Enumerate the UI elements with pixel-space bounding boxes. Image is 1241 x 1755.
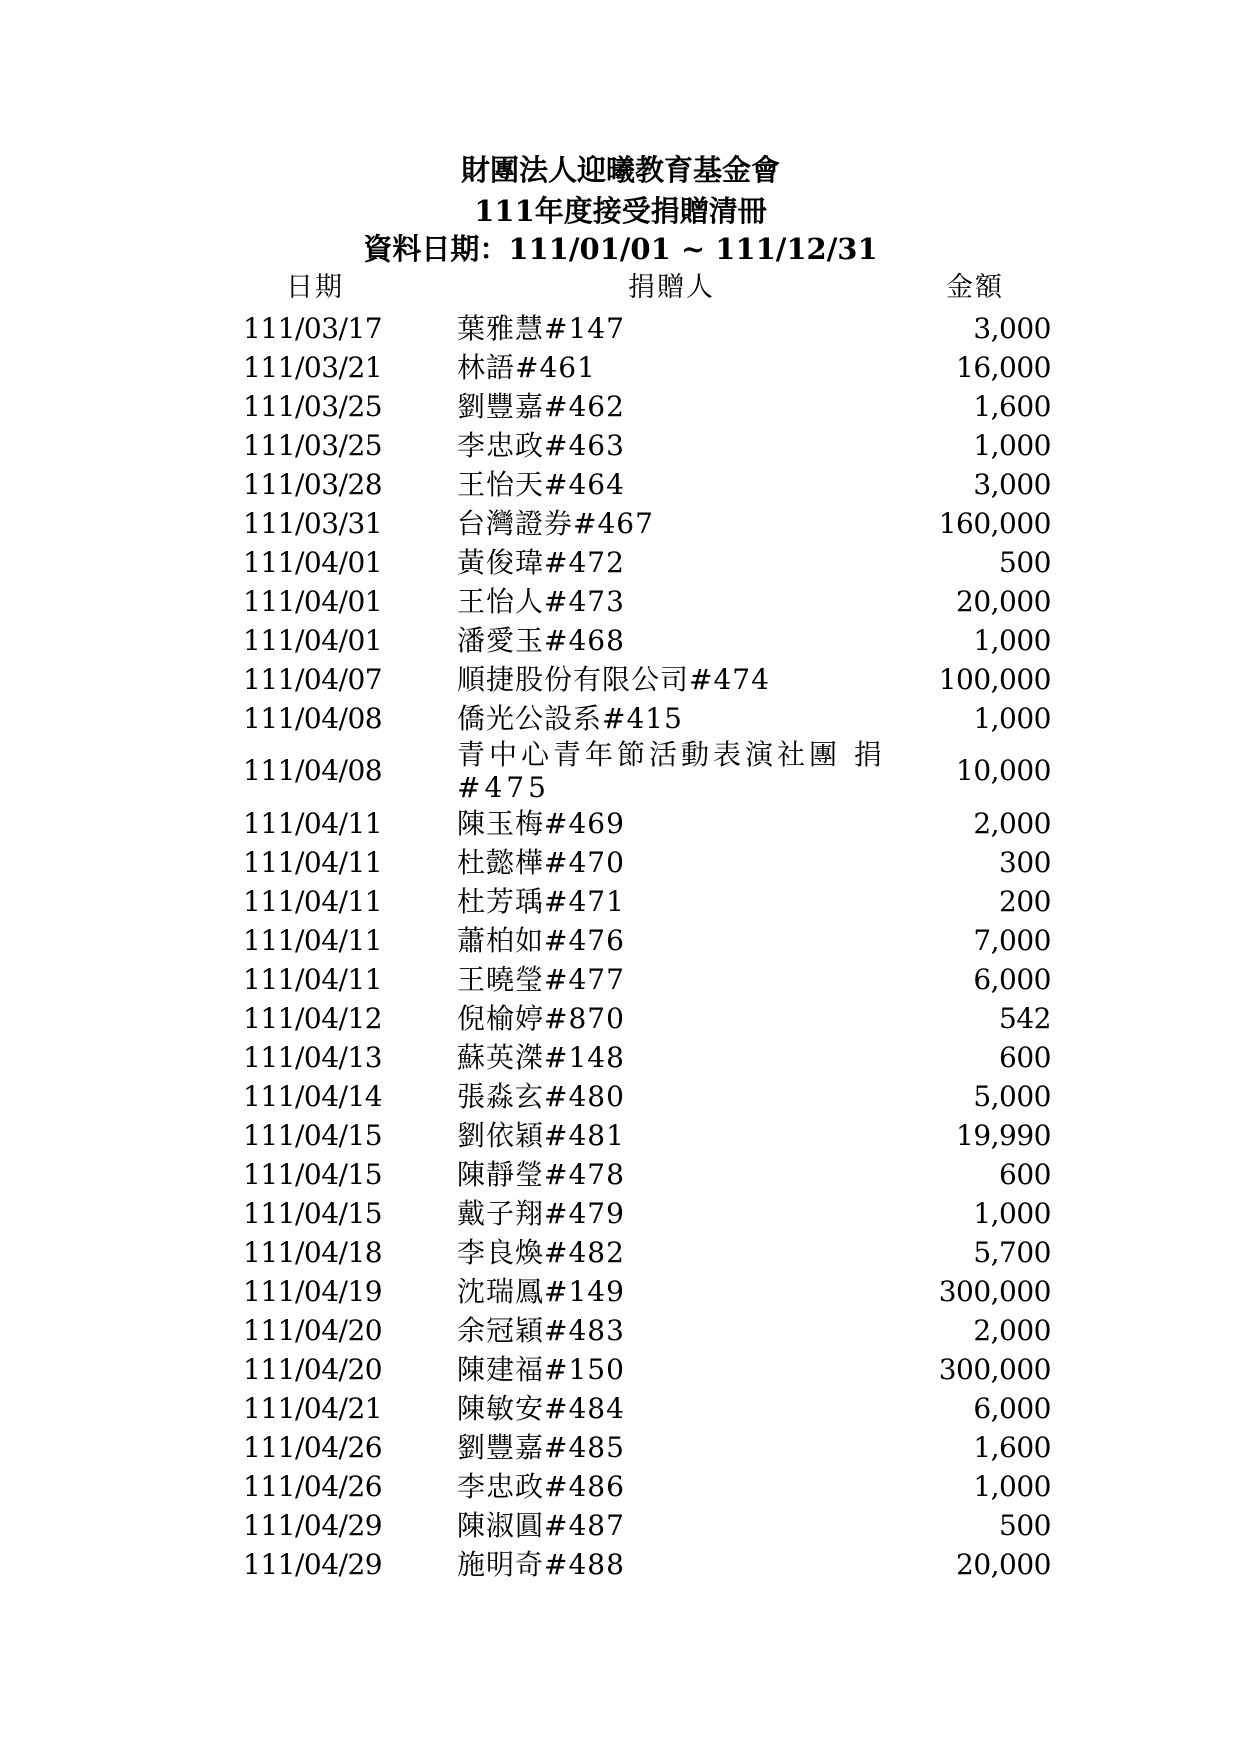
row-donor: 順捷股份有限公司#474 (457, 663, 770, 696)
row-donor: 林語#461 (457, 351, 596, 384)
row-date: 111/04/29 (243, 1509, 383, 1542)
row-date: 111/04/11 (243, 885, 383, 918)
row-donor: 李良煥#482 (457, 1236, 625, 1269)
row-donor: 黃俊瑋#472 (457, 546, 625, 579)
table-row (0, 1389, 1241, 1428)
row-amount: 500 (999, 546, 1051, 579)
table-row (0, 1467, 1241, 1506)
row-amount: 542 (999, 1002, 1051, 1035)
table-row (0, 843, 1241, 882)
row-amount: 2,000 (973, 807, 1051, 840)
row-amount: 2,000 (973, 1314, 1051, 1347)
row-date: 111/04/08 (243, 754, 383, 787)
row-amount: 1,000 (973, 702, 1051, 735)
table-row (0, 543, 1241, 582)
row-donor: 施明奇#488 (457, 1548, 625, 1581)
table-row (0, 1038, 1241, 1077)
table-row (0, 387, 1241, 426)
row-date: 111/04/14 (243, 1080, 383, 1113)
row-donor: 劉依穎#481 (457, 1119, 625, 1152)
table-row (0, 621, 1241, 660)
row-date: 111/04/20 (243, 1353, 383, 1386)
row-amount: 20,000 (956, 585, 1051, 618)
row-amount: 6,000 (973, 963, 1051, 996)
row-amount: 500 (999, 1509, 1051, 1542)
row-amount: 19,990 (956, 1119, 1051, 1152)
row-amount: 300,000 (938, 1275, 1051, 1308)
row-amount: 160,000 (938, 507, 1051, 540)
row-amount: 5,700 (973, 1236, 1051, 1269)
row-date: 111/03/17 (243, 312, 383, 345)
table-row (0, 1194, 1241, 1233)
row-date: 111/04/29 (243, 1548, 383, 1581)
row-date: 111/04/11 (243, 807, 383, 840)
table-row (0, 1272, 1241, 1311)
table-row (0, 882, 1241, 921)
row-donor: 僑光公設系#415 (457, 702, 683, 735)
row-donor: 杜懿樺#470 (457, 846, 625, 879)
row-date: 111/04/12 (243, 1002, 383, 1035)
table-row (0, 1233, 1241, 1272)
row-amount: 20,000 (956, 1548, 1051, 1581)
row-donor: 陳敏安#484 (457, 1392, 625, 1425)
row-amount: 5,000 (973, 1080, 1051, 1113)
table-row (0, 738, 1241, 804)
row-date: 111/04/13 (243, 1041, 383, 1074)
table-row (0, 465, 1241, 504)
row-amount: 100,000 (938, 663, 1051, 696)
row-donor: 王怡天#464 (457, 468, 625, 501)
row-donor: 張淼玄#480 (457, 1080, 625, 1113)
row-donor: 陳淑圓#487 (457, 1509, 625, 1542)
row-donor: 蘇英滐#148 (457, 1041, 625, 1074)
row-amount: 600 (999, 1158, 1051, 1191)
row-amount: 300,000 (938, 1353, 1051, 1386)
row-donor: 李忠政#486 (457, 1470, 625, 1503)
row-date: 111/04/26 (243, 1470, 383, 1503)
row-donor: 青中心青年節活動表演社團 捐#475 (457, 738, 886, 804)
row-donor: 陳建福#150 (457, 1353, 625, 1386)
row-donor: 王曉瑩#477 (457, 963, 625, 996)
table-row (0, 1428, 1241, 1467)
row-date: 111/04/01 (243, 624, 383, 657)
row-donor: 陳靜瑩#478 (457, 1158, 625, 1191)
row-donor: 王怡人#473 (457, 585, 625, 618)
donation-table (0, 309, 1241, 1584)
row-amount: 300 (999, 846, 1051, 879)
column-header-amount: 金額 (946, 272, 1004, 303)
row-date: 111/04/01 (243, 546, 383, 579)
table-row (0, 348, 1241, 387)
row-donor: 劉豐嘉#485 (457, 1431, 625, 1464)
row-amount: 1,000 (973, 429, 1051, 462)
row-amount: 7,000 (973, 924, 1051, 957)
row-date: 111/04/11 (243, 846, 383, 879)
table-row (0, 999, 1241, 1038)
row-donor: 潘愛玉#468 (457, 624, 625, 657)
row-amount: 1,000 (973, 1197, 1051, 1230)
row-donor: 李忠政#463 (457, 429, 625, 462)
row-date: 111/03/21 (243, 351, 383, 384)
row-date: 111/04/18 (243, 1236, 383, 1269)
row-donor: 沈瑞鳳#149 (457, 1275, 625, 1308)
table-row (0, 660, 1241, 699)
row-date: 111/04/20 (243, 1314, 383, 1347)
row-date: 111/04/21 (243, 1392, 383, 1425)
row-amount: 200 (999, 885, 1051, 918)
date-range: 資料日期：111/01/01 ~ 111/12/31 (363, 232, 878, 266)
row-donor: 陳玉梅#469 (457, 807, 625, 840)
row-date: 111/04/08 (243, 702, 383, 735)
row-date: 111/04/15 (243, 1158, 383, 1191)
row-donor: 台灣證券#467 (457, 507, 654, 540)
row-amount: 10,000 (956, 754, 1051, 787)
org-name: 財團法人迎曦教育基金會 (460, 153, 780, 187)
table-row (0, 1155, 1241, 1194)
table-row (0, 1116, 1241, 1155)
table-row (0, 504, 1241, 543)
table-row (0, 1077, 1241, 1116)
table-row (0, 699, 1241, 738)
row-date: 111/04/19 (243, 1275, 383, 1308)
row-amount: 6,000 (973, 1392, 1051, 1425)
row-date: 111/04/15 (243, 1119, 383, 1152)
table-row (0, 1311, 1241, 1350)
table-row (0, 804, 1241, 843)
table-row (0, 921, 1241, 960)
row-amount: 1,600 (973, 390, 1051, 423)
row-donor: 劉豐嘉#462 (457, 390, 625, 423)
row-date: 111/04/26 (243, 1431, 383, 1464)
row-donor: 杜芳瑀#471 (457, 885, 625, 918)
table-row (0, 426, 1241, 465)
row-date: 111/03/31 (243, 507, 383, 540)
row-amount: 1,600 (973, 1431, 1051, 1464)
table-row (0, 309, 1241, 348)
table-row (0, 1506, 1241, 1545)
row-donor: 戴子翔#479 (457, 1197, 625, 1230)
row-amount: 600 (999, 1041, 1051, 1074)
row-donor: 倪榆婷#870 (457, 1002, 625, 1035)
table-row (0, 1350, 1241, 1389)
column-header-donor: 捐贈人 (628, 272, 715, 303)
row-date: 111/03/25 (243, 390, 383, 423)
row-amount: 1,000 (973, 624, 1051, 657)
row-amount: 3,000 (973, 312, 1051, 345)
row-amount: 16,000 (956, 351, 1051, 384)
row-donor: 葉雅慧#147 (457, 312, 625, 345)
row-date: 111/04/07 (243, 663, 383, 696)
row-amount: 3,000 (973, 468, 1051, 501)
row-date: 111/04/15 (243, 1197, 383, 1230)
row-date: 111/04/01 (243, 585, 383, 618)
list-title: 111年度接受捐贈清冊 (474, 194, 767, 228)
column-header-date: 日期 (286, 272, 344, 303)
table-row (0, 582, 1241, 621)
row-date: 111/04/11 (243, 963, 383, 996)
row-donor: 蕭柏如#476 (457, 924, 625, 957)
row-date: 111/03/25 (243, 429, 383, 462)
row-donor: 余冠穎#483 (457, 1314, 625, 1347)
table-row (0, 1545, 1241, 1584)
row-amount: 1,000 (973, 1470, 1051, 1503)
table-row (0, 960, 1241, 999)
row-date: 111/04/11 (243, 924, 383, 957)
row-date: 111/03/28 (243, 468, 383, 501)
